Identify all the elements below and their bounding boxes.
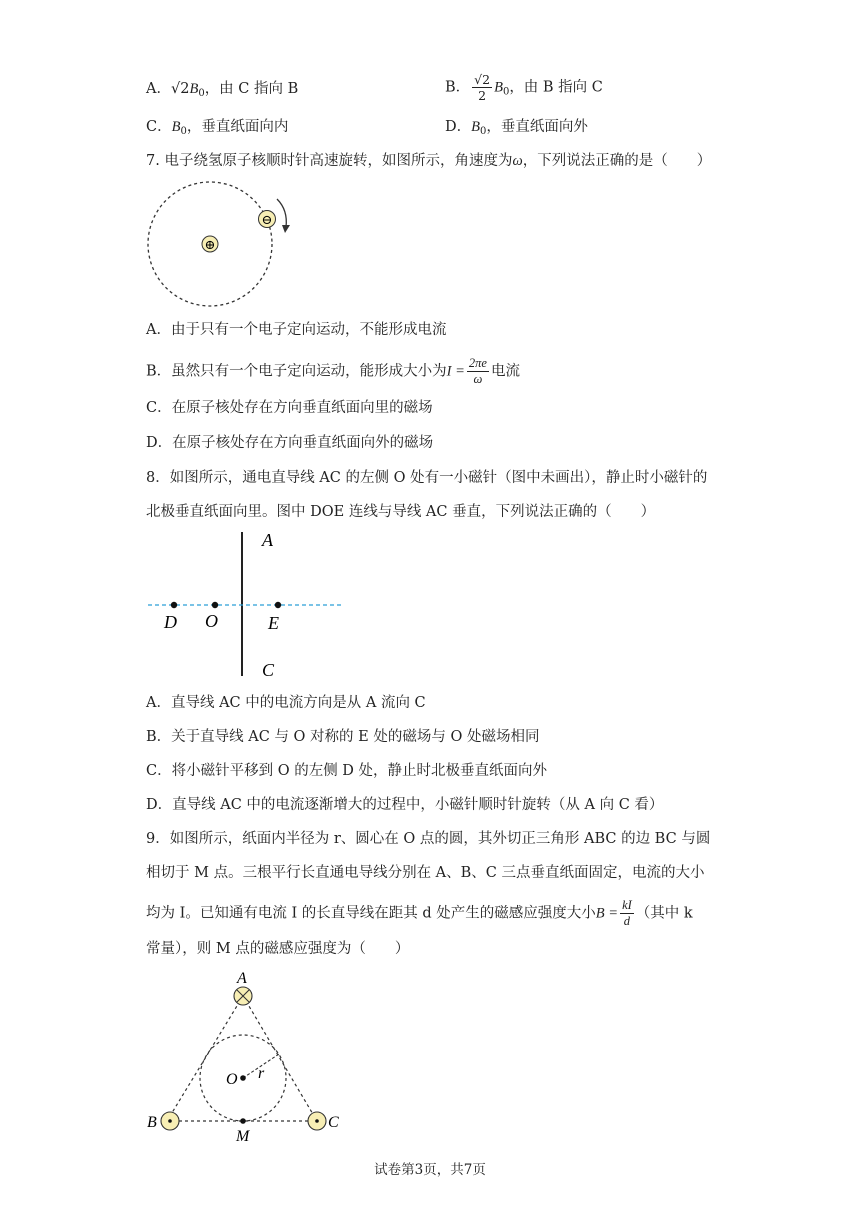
label-c: C: [262, 660, 275, 680]
q8-option-c: C．将小磁针平移到 O 的左侧 D 处，静止时北极垂直纸面向外: [146, 763, 548, 779]
q7-stem: 7. 电子绕氢原子核顺时针高速旋转，如图所示，角速度为ω，下列说法正确的是（ ）: [146, 153, 712, 169]
label-o: O: [205, 611, 218, 631]
q8-option-b: B．关于直导线 AC 与 O 对称的 E 处的磁场与 O 处磁场相同: [146, 729, 540, 745]
point-o: [240, 1075, 246, 1081]
q8-option-d: D．直导线 AC 中的电流逐渐增大的过程中，小磁针顺时针旋转（从 A 向 C 看）: [146, 797, 664, 813]
q8-figure: [140, 528, 350, 683]
page-footer: 试卷第3页，共7页: [374, 1162, 486, 1178]
label-r: r: [258, 1065, 265, 1082]
electron-symbol: ⊖: [261, 212, 273, 227]
q6-option-d: D．$B_0$，垂直纸面向外: [445, 119, 588, 137]
label-a: A: [237, 970, 247, 987]
q9-stem-line1: 9．如图所示，纸面内半径为 r、圆心在 O 点的圆，其外切正三角形 ABC 的边 BC 与圆: [146, 831, 711, 847]
q9-stem-line4: 常量），则 M 点的磁感应强度为（ ）: [146, 941, 410, 957]
rotation-arrow: [277, 199, 286, 227]
q7-option-b: B．虽然只有一个电子定向运动，能形成大小为I = $\frac{2\pi e}{\omega}$ 电流: [146, 356, 520, 386]
q7-option-a: A．由于只有一个电子定向运动，不能形成电流: [146, 322, 447, 338]
label-e: E: [268, 613, 279, 633]
q9-fraction: $\frac{kI}{d}$: [622, 898, 632, 928]
label-d: D: [164, 612, 177, 632]
nucleus-symbol: ⊕: [204, 237, 216, 252]
q9-stem-line3: 均为 I。已知通有电流 I 的长直导线在距其 d 处产生的磁感应强度大小B = $\frac{kI}{d}$ （其中 k: [146, 898, 693, 928]
label-a: A: [262, 530, 273, 550]
arrow-head-icon: [282, 225, 290, 233]
q7-figure: [140, 180, 300, 310]
label-b: B: [147, 1114, 157, 1131]
point-o: [212, 602, 218, 608]
q6-option-b: B． $\frac{√2}{2}$ $B_0$，由 B 指向 C: [445, 72, 603, 103]
q7-optb-fraction: $\frac{2\pi e}{\omega}$: [468, 356, 487, 386]
q6-option-c: C．$B_0$，垂直纸面向内: [146, 119, 289, 137]
label-m: M: [236, 1128, 250, 1143]
side-ac: [243, 996, 317, 1121]
q6-option-a: A．$√2B_0$，由 C 指向 B: [146, 81, 299, 99]
q7-option-c: C．在原子核处存在方向垂直纸面向里的磁场: [146, 400, 433, 416]
point-e: [275, 602, 281, 608]
label-o: O: [226, 1071, 238, 1088]
q8-stem: 8．如图所示，通电直导线 AC 的左侧 O 处有一小磁针（图中未画出），静止时小磁针的北极垂直纸面向里。图中 DOE 连线与导线 AC 垂直，下列说法正确的（ ）: [146, 470, 708, 520]
point-d: [171, 602, 177, 608]
q8-option-a: A．直导线 AC 中的电流方向是从 A 流向 C: [146, 695, 426, 711]
q9-figure: [140, 968, 355, 1143]
q9-stem-line2: 相切于 M 点。三根平行长直通电导线分别在 A、B、C 三点垂直纸面固定，电流的大小: [146, 865, 705, 881]
side-ab: [167, 996, 243, 1121]
q6-optb-fraction: $\frac{√2}{2}$: [474, 72, 491, 103]
label-c: C: [328, 1114, 339, 1131]
point-m: [240, 1118, 246, 1124]
q7-option-d: D．在原子核处存在方向垂直纸面向外的磁场: [146, 435, 434, 451]
